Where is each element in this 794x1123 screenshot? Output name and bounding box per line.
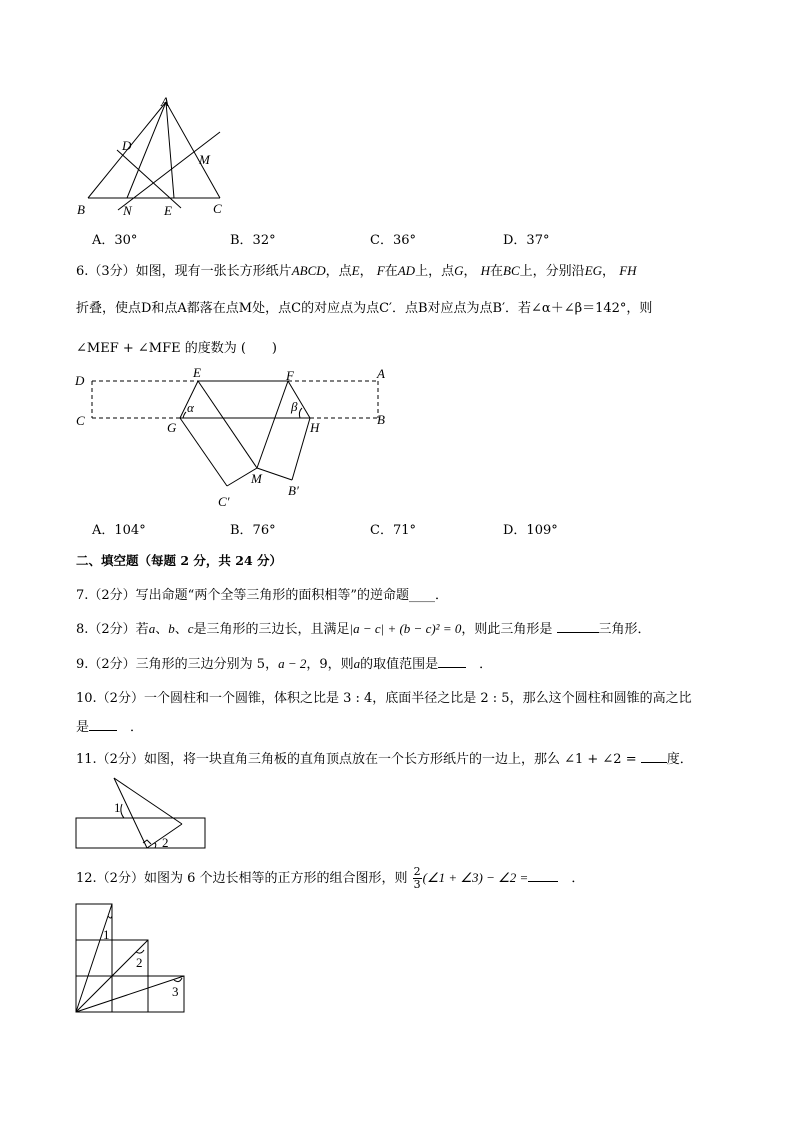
label-angle-1: 1 bbox=[103, 927, 110, 942]
label-N: N bbox=[123, 203, 132, 218]
q12-fraction: $\frac{2}{3}$ bbox=[413, 865, 421, 891]
label-E: E bbox=[164, 203, 172, 218]
q11-text: 11.（2分）如图，将一块直角三角板的直角顶点放在一个长方形纸片的一边上，那么 ∠1 + ∠2 = 度． bbox=[76, 752, 693, 767]
q5-option-d: D．37° bbox=[503, 233, 550, 248]
q6-option-c: C．71° bbox=[370, 523, 416, 538]
label-H: H bbox=[310, 420, 320, 435]
label-M: M bbox=[251, 471, 262, 486]
label-alpha: α bbox=[187, 400, 194, 415]
q5-option-b: B．32° bbox=[230, 233, 276, 248]
label-C: C bbox=[76, 413, 85, 428]
label-D: D bbox=[122, 138, 132, 153]
q6-line1: 6.（3分）如图，现有一张长方形纸片ABCD，点E， F在AD上，点G， H在BC上，分别沿EG， FH bbox=[76, 263, 637, 279]
q8-text: 8.（2分）若a、b、c是三角形的三边长，且满足|a − c| + (b − c)² = 0，则此三角形是 三角形． bbox=[76, 621, 651, 637]
q11-figure bbox=[72, 774, 212, 852]
q7-text: 7.（2分）写出命题“两个全等三角形的面积相等”的逆命题____． bbox=[76, 588, 448, 603]
section-2-heading: 二、填空题（每题 2 分，共 24 分） bbox=[76, 553, 283, 568]
label-M: M bbox=[199, 152, 210, 167]
label-C-prime: C′ bbox=[218, 494, 230, 509]
label-B-prime: B′ bbox=[288, 483, 299, 498]
q5-option-a: A．30° bbox=[92, 233, 138, 248]
q6-line2: 折叠，使点D和点A都落在点M处，点C的对应点为点C′．点B对应点为点B′．若∠α＋∠β＝142°，则 bbox=[76, 301, 653, 316]
q6-option-d: D．109° bbox=[503, 523, 558, 538]
label-angle-3: 3 bbox=[172, 984, 179, 999]
label-B: B bbox=[77, 202, 85, 217]
q6-option-a: A．104° bbox=[92, 523, 146, 538]
label-D: D bbox=[75, 373, 85, 388]
q10-line1: 10.（2分）一个圆柱和一个圆锥，体积之比是 3 : 4，底面半径之比是 2 : 5，那么这个圆柱和圆锥的高之比 bbox=[76, 691, 692, 706]
label-F: F bbox=[286, 368, 294, 383]
q5-triangle-figure bbox=[70, 92, 240, 222]
label-B: B bbox=[377, 412, 385, 427]
q12-squares-figure bbox=[70, 900, 190, 1015]
q5-option-c: C．36° bbox=[370, 233, 416, 248]
label-angle-1: 1 bbox=[114, 800, 121, 815]
q12-text: 12.（2分）如图为 6 个边长相等的正方形的组合图形，则 $\frac{2}{3}$ (∠1 + ∠3) − ∠2 = ． bbox=[76, 865, 585, 891]
label-angle-2: 2 bbox=[162, 835, 169, 850]
q9-text: 9.（2分）三角形的三边分别为 5，a − 2，9，则a的取值范围是 ． bbox=[76, 656, 493, 672]
label-A: A bbox=[161, 94, 169, 109]
q6-fold-figure bbox=[70, 366, 400, 514]
label-beta: β bbox=[291, 399, 298, 414]
q6-line3: ∠MEF + ∠MFE 的度数为 ( ) bbox=[76, 341, 277, 356]
q10-line2: 是 ． bbox=[76, 720, 144, 735]
label-A: A bbox=[377, 366, 385, 381]
label-G: G bbox=[167, 420, 177, 435]
label-C: C bbox=[213, 201, 222, 216]
q6-option-b: B．76° bbox=[230, 523, 276, 538]
label-E: E bbox=[193, 366, 201, 380]
label-angle-2: 2 bbox=[136, 955, 143, 970]
